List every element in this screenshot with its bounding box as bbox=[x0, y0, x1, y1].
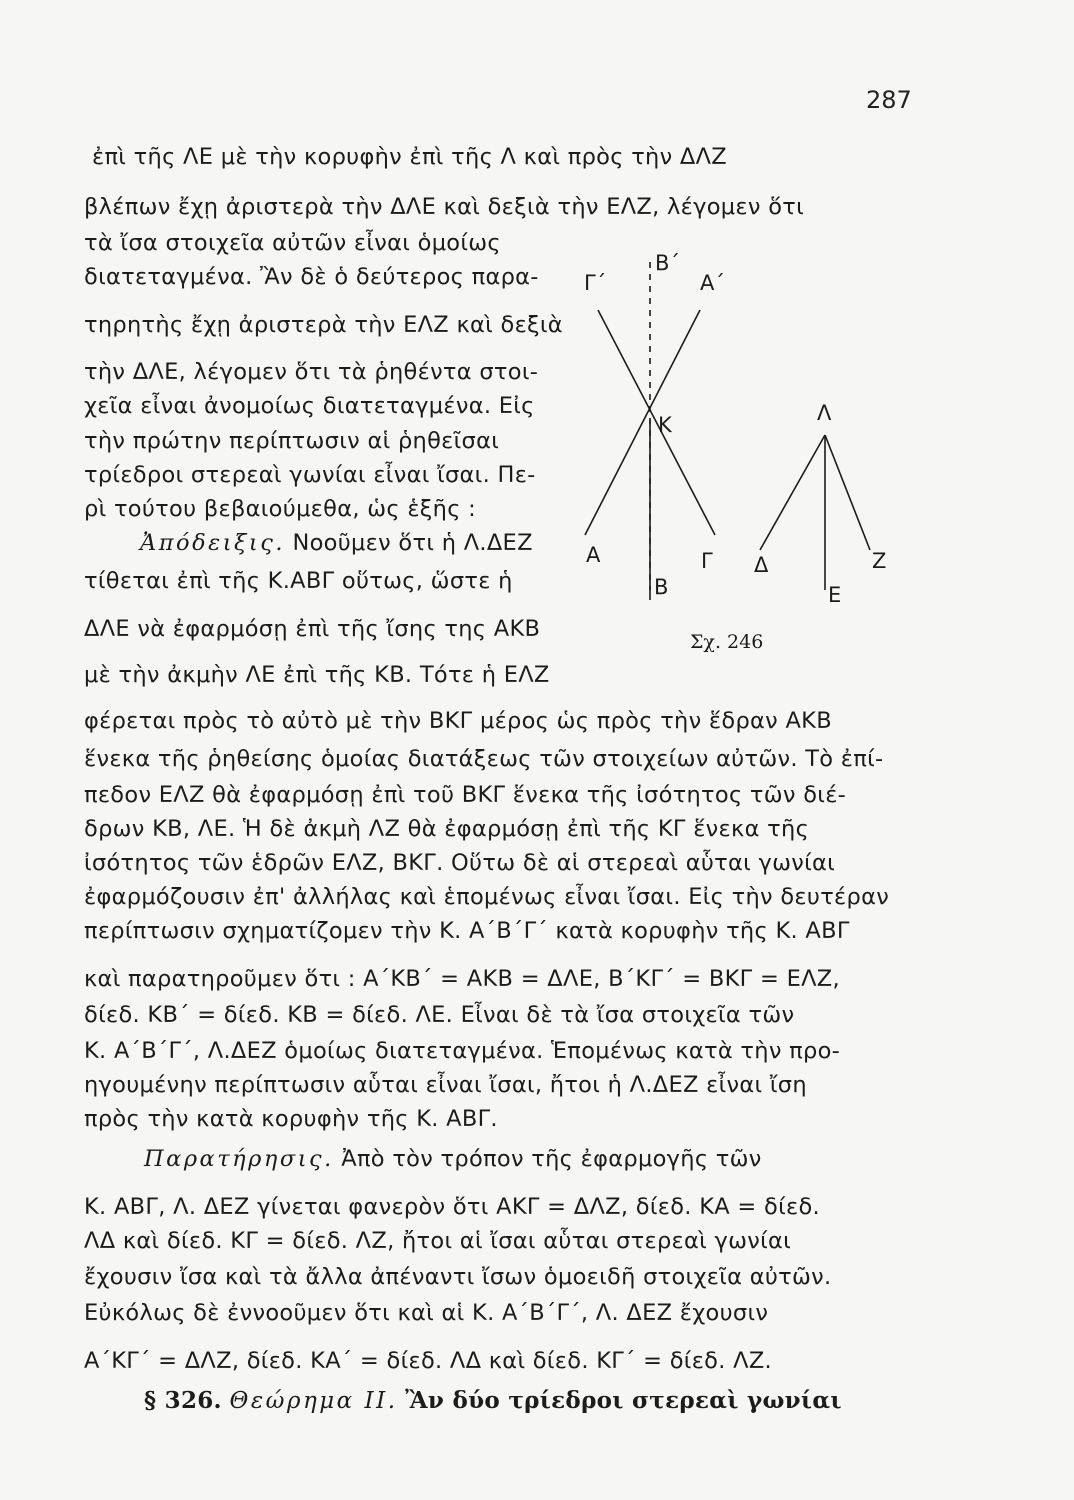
figure-246 bbox=[570, 250, 900, 670]
text-line-30: ἔχουσιν ἴσα καὶ τὰ ἄλλα ἀπέναντι ἴσων ὁμοειδῆ στοιχεῖα αὐτῶν. bbox=[84, 1264, 832, 1290]
label-L: Λ bbox=[817, 401, 832, 425]
geometry-diagram bbox=[570, 250, 900, 670]
text-line-21: περίπτωσιν σχηματίζομεν τὴν Κ. Α΄Β΄Γ΄ κατὰ κορυφὴν τῆς Κ. ΑΒΓ bbox=[84, 918, 850, 944]
text-line-19: ἰσότητος τῶν ἑδρῶν ΕΛΖ, ΒΚΓ. Οὕτω δὲ αἱ στερεαὶ αὗται γωνίαι bbox=[84, 850, 836, 876]
theorem-text: Ἂν δύο τρίεδροι στερεαὶ γωνίαι bbox=[405, 1387, 842, 1414]
text-line-28: Κ. ΑΒΓ, Λ. ΔΕΖ γίνεται φανερὸν ὅτι ΑΚΓ = ΔΛΖ, δίεδ. ΚΑ = δίεδ. bbox=[84, 1194, 820, 1220]
text-line-13: ΔΛΕ νὰ ἐφαρμόσῃ ἐπὶ τῆς ἴσης της ΑΚΒ bbox=[84, 616, 541, 642]
text-line-10: ρὶ τούτου βεβαιούμεθα, ὡς ἑξῆς : bbox=[84, 496, 477, 522]
text-line-1: ἐπὶ τῆς ΛΕ μὲ τὴν κορυφὴν ἐπὶ τῆς Λ καὶ πρὸς τὴν ΔΛΖ bbox=[92, 144, 728, 170]
label-E: Ε bbox=[828, 583, 842, 607]
remark-line bbox=[144, 1144, 762, 1174]
label-B: Β bbox=[654, 575, 669, 599]
label-B-prime: Β΄ bbox=[655, 251, 680, 275]
proof-line-text: Νοοῦμεν ὅτι ἡ Λ.ΔΕΖ bbox=[292, 530, 533, 556]
text-line-8: τὴν πρώτην περίπτωσιν αἱ ῥηθεῖσαι bbox=[84, 428, 500, 454]
text-line-16: ἕνεκα τῆς ῥηθείσης ὁμοίας διατάξεως τῶν στοιχείων αὐτῶν. Τὸ ἐπί- bbox=[84, 746, 884, 772]
label-A-prime: Α΄ bbox=[700, 271, 725, 295]
text-line-15: φέρεται πρὸς τὸ αὐτὸ μὲ τὴν ΒΚΓ μέρος ὡς πρὸς τὴν ἕδραν ΑΚΒ bbox=[84, 708, 832, 734]
text-line-20: ἐφαρμόζουσιν ἐπ' ἀλλήλας καὶ ἑπομένως εἶναι ἴσαι. Εἰς τὴν δευτέραν bbox=[84, 884, 890, 910]
text-line-12: τίθεται ἐπὶ τῆς Κ.ΑΒΓ οὕτως, ὥστε ἡ bbox=[84, 568, 513, 594]
text-line-6: τὴν ΔΛΕ, λέγομεν ὅτι τὰ ῥηθέντα στοι- bbox=[84, 359, 539, 385]
remark-label: Παρατήρησις. bbox=[144, 1146, 334, 1172]
text-line-29: ΛΔ καὶ δίεδ. ΚΓ = δίεδ. ΛΖ, ἤτοι αἱ ἴσαι αὗται στερεαὶ γωνίαι bbox=[84, 1228, 792, 1254]
proof-line bbox=[140, 528, 533, 558]
text-line-4: διατεταγμένα. Ἂν δὲ ὁ δεύτερος παρα- bbox=[84, 264, 539, 290]
text-line-22: καὶ παρατηροῦμεν ὅτι : Α΄ΚΒ΄ = ΑΚΒ = ΔΛΕ, Β΄ΚΓ΄ = ΒΚΓ = ΕΛΖ, bbox=[84, 966, 840, 992]
proof-label: Ἀπόδειξις. bbox=[140, 530, 285, 556]
theorem-line bbox=[144, 1386, 842, 1416]
page-number: 287 bbox=[866, 86, 912, 114]
text-line-25: ηγουμένην περίπτωσιν αὗται εἶναι ἴσαι, ἤτοι ἡ Λ.ΔΕΖ εἶναι ἴση bbox=[84, 1072, 807, 1098]
label-A: Α bbox=[586, 543, 601, 567]
text-line-26: πρὸς τὴν κατὰ κορυφὴν τῆς Κ. ΑΒΓ. bbox=[84, 1106, 498, 1132]
text-line-9: τρίεδροι στερεαὶ γωνίαι εἶναι ἴσαι. Πε- bbox=[84, 462, 536, 488]
text-line-23: δίεδ. ΚΒ΄ = δίεδ. ΚΒ = δίεδ. ΛΕ. Εἶναι δὲ τὰ ἴσα στοιχεῖα τῶν bbox=[84, 1002, 795, 1028]
theorem-label: Θεώρημα ΙΙ. bbox=[229, 1388, 398, 1414]
text-line-32: Α΄ΚΓ΄ = ΔΛΖ, δίεδ. ΚΑ΄ = δίεδ. ΛΔ καὶ δίεδ. ΚΓ΄ = δίεδ. ΛΖ. bbox=[84, 1348, 772, 1374]
text-line-18: δρων ΚΒ, ΛΕ. Ἡ δὲ ἀκμὴ ΛΖ θὰ ἐφαρμόσῃ ἐπὶ τῆς ΚΓ ἕνεκα τῆς bbox=[84, 816, 810, 842]
label-D: Δ bbox=[754, 553, 769, 577]
edge-G-prime-G bbox=[598, 310, 715, 535]
label-K: Κ bbox=[658, 413, 672, 437]
figure-caption: Σχ. 246 bbox=[690, 631, 764, 653]
text-line-31: Εὐκόλως δὲ ἐννοοῦμεν ὅτι καὶ αἱ Κ. Α΄Β΄Γ΄, Λ. ΔΕΖ ἔχουσιν bbox=[84, 1300, 769, 1326]
remark-line-text: Ἀπὸ τὸν τρόπον τῆς ἐφαρμογῆς τῶν bbox=[341, 1146, 762, 1172]
text-line-3: τὰ ἴσα στοιχεῖα αὐτῶν εἶναι ὁμοίως bbox=[84, 230, 501, 256]
text-line-17: πεδον ΕΛΖ θὰ ἐφαρμόσῃ ἐπὶ τοῦ ΒΚΓ ἕνεκα τῆς ἰσότητος τῶν διέ- bbox=[84, 782, 847, 808]
label-G-prime: Γ΄ bbox=[584, 271, 607, 295]
edge-LZ bbox=[825, 435, 870, 550]
edge-LD bbox=[760, 435, 825, 550]
text-line-24: Κ. Α΄Β΄Γ΄, Λ.ΔΕΖ ὁμοίως διατεταγμένα. Ἑπομένως κατὰ τὴν προ- bbox=[84, 1038, 841, 1064]
label-Z: Ζ bbox=[872, 549, 887, 573]
text-line-2: βλέπων ἔχῃ ἀριστερὰ τὴν ΔΛΕ καὶ δεξιὰ τὴν ΕΛΖ, λέγομεν ὅτι bbox=[84, 194, 805, 220]
edge-A-prime-A bbox=[585, 310, 700, 535]
text-line-5: τηρητὴς ἔχῃ ἀριστερὰ τὴν ΕΛΖ καὶ δεξιὰ bbox=[84, 312, 563, 338]
text-line-14: μὲ τὴν ἀκμὴν ΛΕ ἐπὶ τῆς ΚΒ. Τότε ἡ ΕΛΖ bbox=[84, 662, 550, 688]
section-number: § 326. bbox=[144, 1387, 222, 1414]
label-G: Γ bbox=[701, 549, 713, 573]
text-line-7: χεῖα εἶναι ἀνομοίως διατεταγμένα. Εἰς bbox=[84, 393, 535, 419]
